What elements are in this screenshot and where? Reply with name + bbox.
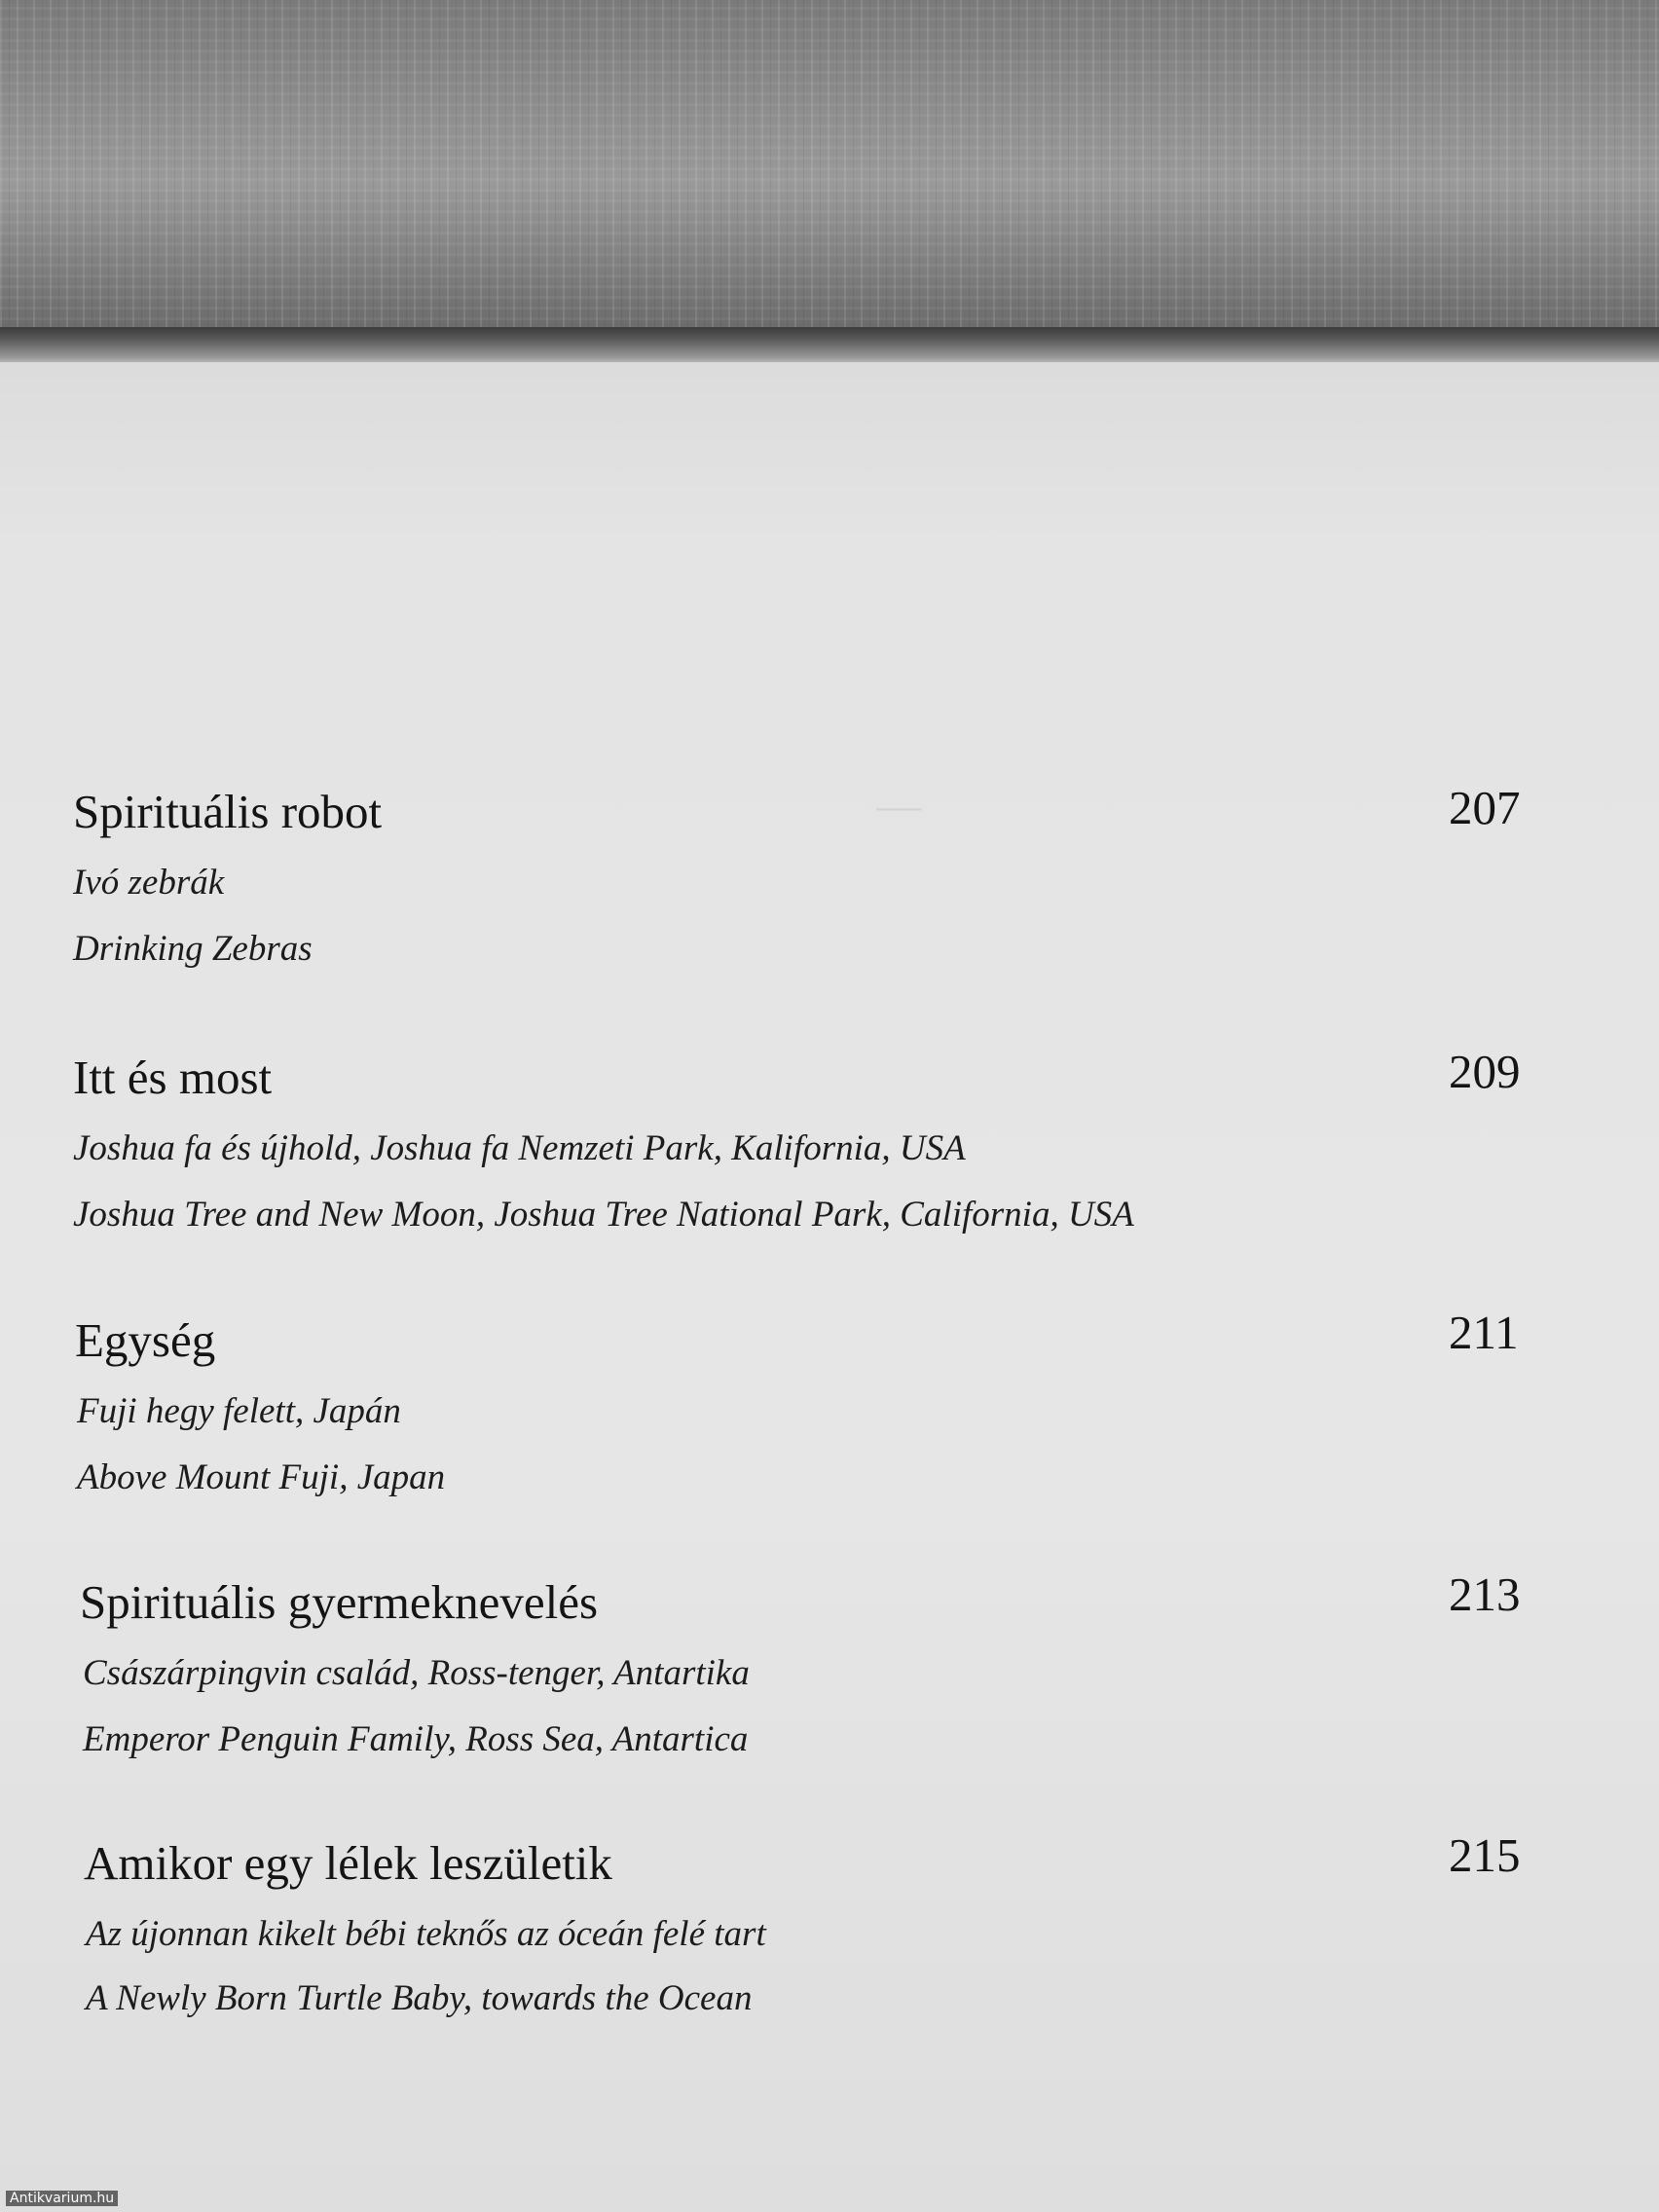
entry-title: Spirituális gyermeknevelés: [80, 1575, 599, 1629]
show-through-text: —: [876, 780, 921, 830]
entry-subtitle-english: Emperor Penguin Family, Ross Sea, Antartica: [83, 1719, 749, 1759]
entry-title: Egység: [75, 1313, 216, 1367]
entry-subtitle-hungarian: Ivó zebrák: [73, 863, 225, 903]
entry-subtitle-hungarian: Joshua fa és újhold, Joshua fa Nemzeti Park, Kalifornia, USA: [73, 1128, 966, 1168]
entry-page-number: 215: [1449, 1828, 1521, 1882]
entry-title: Itt és most: [73, 1051, 273, 1104]
watermark: Antikvarium.hu: [6, 2191, 118, 2206]
entry-subtitle-english: Joshua Tree and New Moon, Joshua Tree National Park, California, USA: [73, 1195, 1134, 1235]
entry-subtitle-hungarian: Az újonnan kikelt bébi teknős az óceán felé tart: [86, 1914, 766, 1954]
entry-subtitle-english: Above Mount Fuji, Japan: [77, 1457, 446, 1497]
entry-subtitle-english: A Newly Born Turtle Baby, towards the Ocean: [86, 1978, 753, 2018]
entry-subtitle-hungarian: Fuji hegy felett, Japán: [77, 1391, 401, 1431]
entry-subtitle-hungarian: Császárpingvin család, Ross-tenger, Antartika: [83, 1653, 750, 1693]
wooden-table-background: [0, 0, 1659, 331]
entry-page-number: 209: [1449, 1045, 1521, 1098]
entry-subtitle-english: Drinking Zebras: [73, 929, 313, 969]
entry-page-number: 207: [1449, 781, 1521, 834]
entry-title: Amikor egy lélek leszületik: [84, 1836, 612, 1890]
entry-title: Spirituális robot: [73, 785, 383, 838]
entry-page-number: 213: [1449, 1567, 1521, 1621]
entry-page-number: 211: [1449, 1306, 1519, 1359]
